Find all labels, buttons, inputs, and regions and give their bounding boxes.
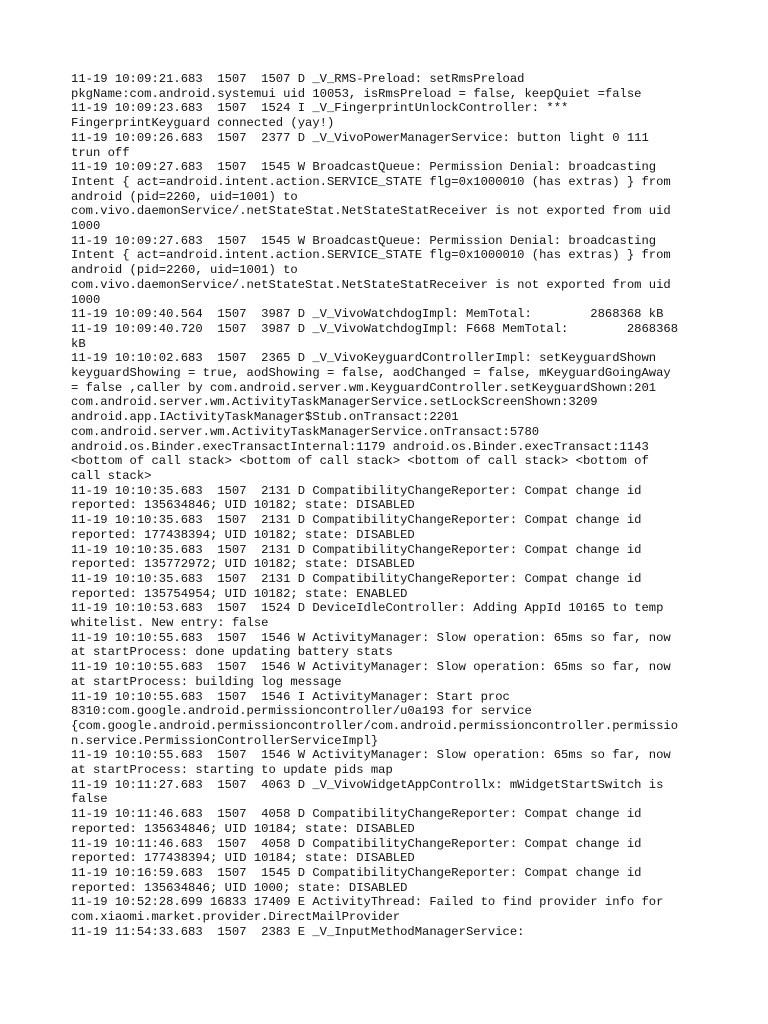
log-line: 11-19 10:10:02.683 1507 2365 D _V_VivoKeyguardControllerImpl: setKeyguardShown: [71, 351, 657, 366]
log-line: at startProcess: done updating battery stats: [71, 645, 393, 660]
log-line: android (pid=2260, uid=1001) to: [71, 189, 298, 204]
log-line: pkgName:com.android.systemui uid 10053, isRmsPreload = false, keepQuiet =false: [71, 86, 642, 101]
log-line: 11-19 10:09:23.683 1507 1524 I _V_FingerprintUnlockController: ***: [71, 101, 569, 116]
log-line: Intent { act=android.intent.action.SERVICE_STATE flg=0x1000010 (has extras) } from: [71, 248, 671, 263]
log-line: trun off: [71, 145, 130, 160]
log-line: keyguardShowing = true, aodShowing = false, aodChanged = false, mKeyguardGoingAway: [71, 366, 671, 381]
log-line: 11-19 10:10:53.683 1507 1524 D DeviceIdleController: Adding AppId 10165 to temp: [71, 601, 664, 616]
log-line: whitelist. New entry: false: [71, 616, 269, 631]
log-line: FingerprintKeyguard connected (yay!): [71, 116, 335, 131]
log-line: reported: 177438394; UID 10184; state: DISABLED: [71, 851, 415, 866]
log-line: 11-19 10:10:55.683 1507 1546 W ActivityManager: Slow operation: 65ms so far, now: [71, 630, 671, 645]
log-line: 11-19 10:09:27.683 1507 1545 W BroadcastQueue: Permission Denial: broadcasting: [71, 233, 657, 248]
log-line: com.vivo.daemonService/.netStateStat.NetStateStatReceiver is not exported from uid: [71, 277, 671, 292]
log-line: com.xiaomi.market.provider.DirectMailProvider: [71, 910, 401, 925]
log-line: <bottom of call stack> <bottom of call stack> <bottom of call stack> <bottom of: [71, 454, 649, 469]
log-line: com.android.server.wm.ActivityTaskManagerService.onTransact:5780: [71, 424, 540, 439]
log-line: 1000: [71, 292, 101, 307]
log-line: 8310:com.google.android.permissioncontroller/u0a193 for service: [71, 704, 532, 719]
log-line: reported: 135634846; UID 10182; state: DISABLED: [71, 498, 415, 513]
log-line: call stack>: [71, 468, 152, 483]
log-line: 1000: [71, 219, 101, 234]
log-line: reported: 135634846; UID 10184; state: DISABLED: [71, 821, 415, 836]
log-line: 11-19 10:52:28.699 16833 17409 E ActivityThread: Failed to find provider info for: [71, 895, 664, 910]
log-line: 11-19 10:11:46.683 1507 4058 D CompatibilityChangeReporter: Compat change id: [71, 836, 642, 851]
log-line: 11-19 10:10:35.683 1507 2131 D CompatibilityChangeReporter: Compat change id: [71, 513, 642, 528]
log-line: {com.google.android.permissioncontroller/com.android.permissioncontroller.permissio: [71, 718, 679, 733]
log-line: false: [71, 792, 108, 807]
log-line: 11-19 10:09:40.564 1507 3987 D _V_VivoWatchdogImpl: MemTotal: 2868368 kB: [71, 307, 664, 322]
log-line: 11-19 10:10:55.683 1507 1546 W ActivityManager: Slow operation: 65ms so far, now: [71, 748, 671, 763]
log-line: 11-19 10:11:46.683 1507 4058 D CompatibilityChangeReporter: Compat change id: [71, 807, 642, 822]
log-line: 11-19 10:09:21.683 1507 1507 D _V_RMS-Preload: setRmsPreload: [71, 72, 525, 86]
log-line: at startProcess: starting to update pids map: [71, 763, 393, 778]
log-line: android (pid=2260, uid=1001) to: [71, 263, 298, 278]
log-line: 11-19 10:10:35.683 1507 2131 D CompatibilityChangeReporter: Compat change id: [71, 542, 642, 557]
log-line: 11-19 10:10:35.683 1507 2131 D CompatibilityChangeReporter: Compat change id: [71, 483, 642, 498]
log-line: n.service.PermissionControllerServiceImpl}: [71, 733, 379, 748]
log-line: kB: [71, 336, 86, 351]
log-line: 11-19 11:54:33.683 1507 2383 E _V_InputMethodManagerService:: [71, 924, 525, 939]
log-line: 11-19 10:11:27.683 1507 4063 D _V_VivoWidgetAppControllx: mWidgetStartSwitch is: [71, 777, 664, 792]
log-line: at startProcess: building log message: [71, 674, 342, 689]
log-line: com.vivo.daemonService/.netStateStat.NetStateStatReceiver is not exported from uid: [71, 204, 671, 219]
log-text-block: [71, 72, 711, 939]
log-line: com.android.server.wm.ActivityTaskManagerService.setLockScreenShown:3209: [71, 395, 598, 410]
log-line: reported: 177438394; UID 10182; state: DISABLED: [71, 527, 415, 542]
log-line: reported: 135772972; UID 10182; state: DISABLED: [71, 557, 415, 572]
log-line: 11-19 10:16:59.683 1507 1545 D CompatibilityChangeReporter: Compat change id: [71, 865, 642, 880]
log-line: 11-19 10:10:55.683 1507 1546 I ActivityManager: Start proc: [71, 689, 510, 704]
log-line: = false ,caller by com.android.server.wm.KeyguardController.setKeyguardShown:201: [71, 380, 657, 395]
log-line: 11-19 10:09:40.720 1507 3987 D _V_VivoWatchdogImpl: F668 MemTotal: 2868368: [71, 321, 679, 336]
log-line: Intent { act=android.intent.action.SERVICE_STATE flg=0x1000010 (has extras) } from: [71, 174, 671, 189]
log-line: 11-19 10:09:26.683 1507 2377 D _V_VivoPowerManagerService: button light 0 111: [71, 130, 649, 145]
log-line: reported: 135754954; UID 10182; state: ENABLED: [71, 586, 408, 601]
log-line: reported: 135634846; UID 1000; state: DISABLED: [71, 880, 408, 895]
log-line: android.os.Binder.execTransactInternal:1179 android.os.Binder.execTransact:1143: [71, 439, 649, 454]
log-line: 11-19 10:10:35.683 1507 2131 D CompatibilityChangeReporter: Compat change id: [71, 571, 642, 586]
log-line: 11-19 10:10:55.683 1507 1546 W ActivityManager: Slow operation: 65ms so far, now: [71, 660, 671, 675]
log-line: android.app.IActivityTaskManager$Stub.onTransact:2201: [71, 410, 459, 425]
log-line: 11-19 10:09:27.683 1507 1545 W BroadcastQueue: Permission Denial: broadcasting: [71, 160, 657, 175]
